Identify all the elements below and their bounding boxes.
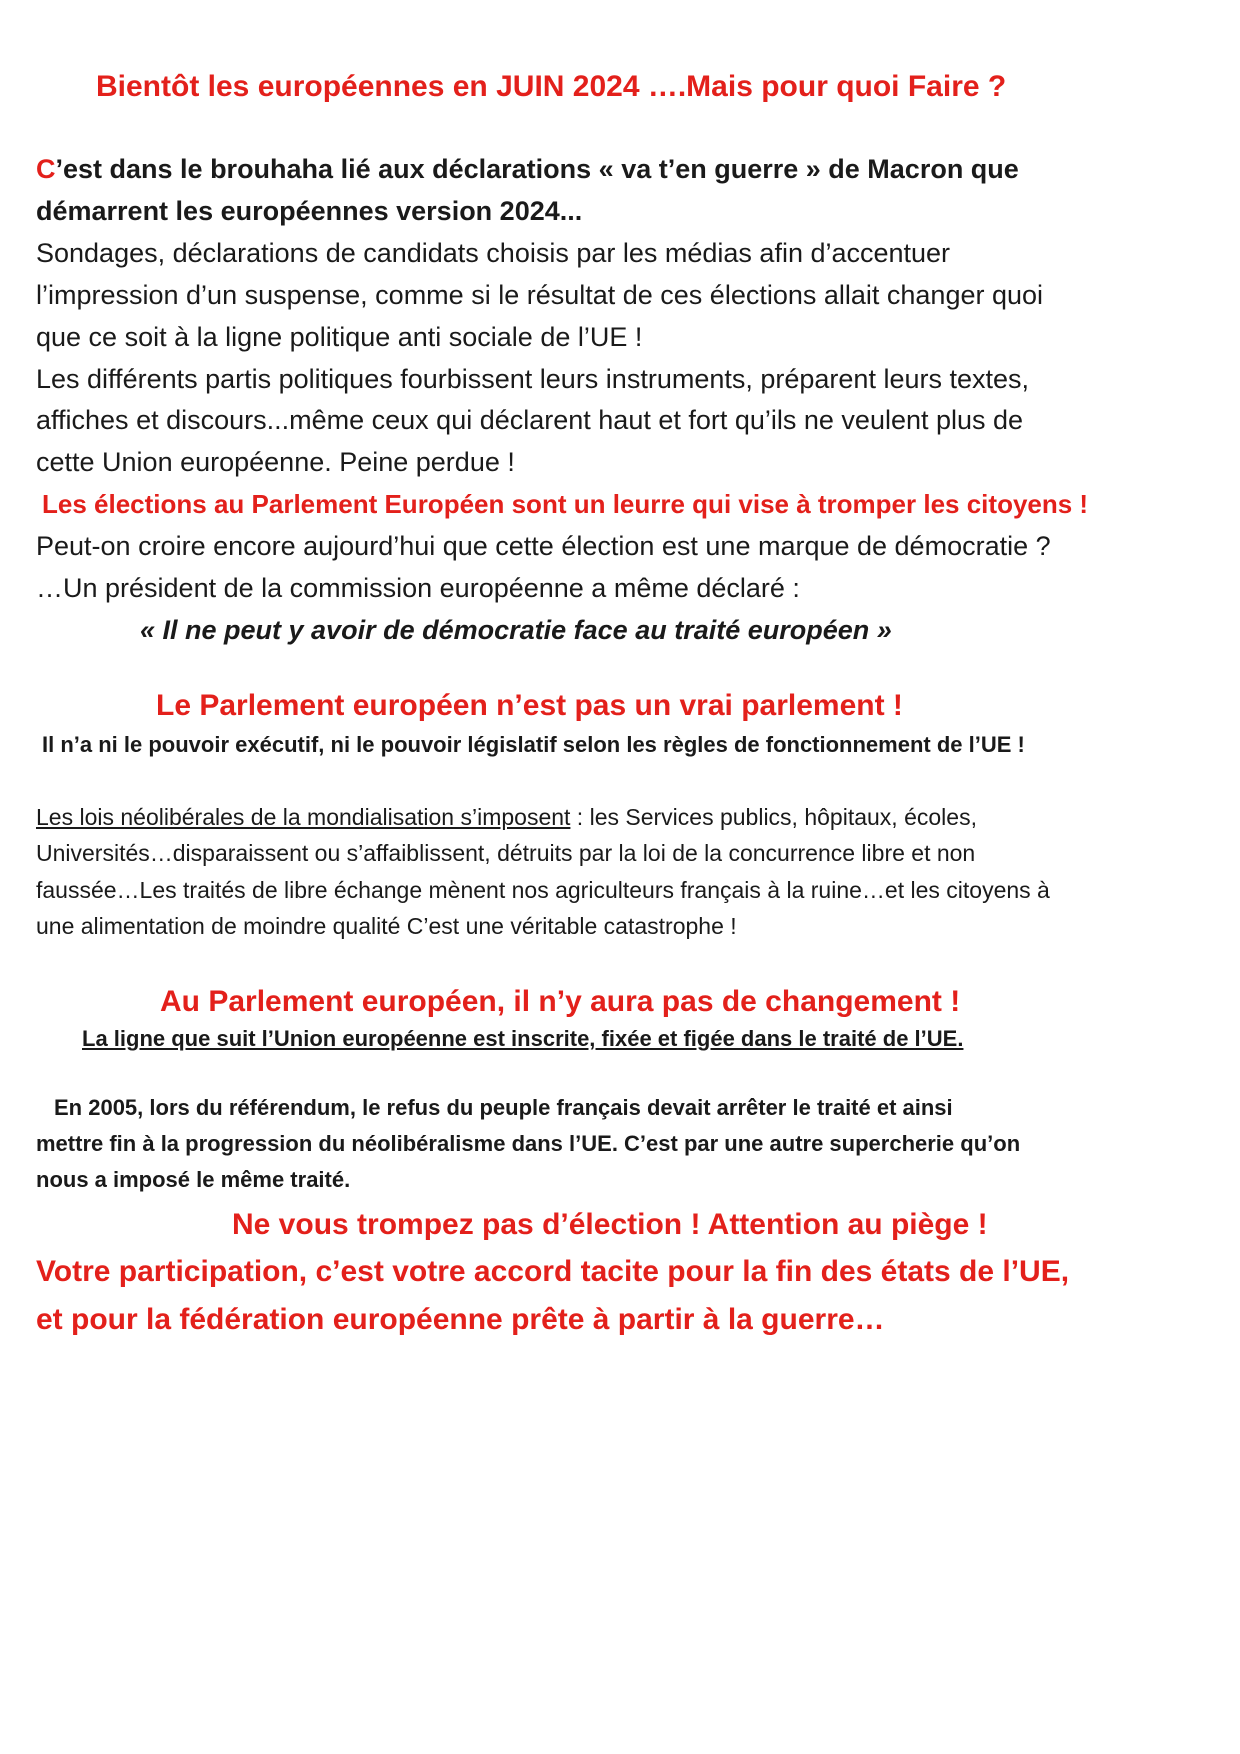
para2-line: …Un président de la commission européenne a même déclaré :: [36, 573, 800, 603]
para4-line: mettre fin à la progression du néolibéralisme dans l’UE. C’est par une autre supercherie qu’on: [36, 1131, 1021, 1156]
para3-line: Universités…disparaissent ou s’affaiblissent, détruits par la loi de la concurrence libre et non: [36, 840, 976, 866]
para3-line-1-text: : les Services publics, hôpitaux, écoles,: [570, 804, 977, 830]
quote: « Il ne peut y avoir de démocratie face au traité européen »: [140, 615, 892, 645]
closing-line: et pour la fédération européenne prête à partir à la guerre…: [36, 1303, 885, 1336]
para2-line: Peut-on croire encore aujourd’hui que cette élection est une marque de démocratie ?: [36, 531, 1051, 561]
sub-parlement: Il n’a ni le pouvoir exécutif, ni le pouvoir législatif selon les règles de fonctionnement de l’UE !: [42, 732, 1025, 757]
closing-line: Ne vous trompez pas d’élection ! Attention au piège !: [232, 1208, 988, 1241]
intro-line-2: démarrent les européennes version 2024...: [36, 196, 583, 226]
page-title: Bientôt les européennes en JUIN 2024 ….Mais pour quoi Faire ?: [96, 70, 1007, 103]
heading-changement: Au Parlement européen, il n’y aura pas de changement !: [160, 985, 961, 1018]
para3-line: une alimentation de moindre qualité C’est une véritable catastrophe !: [36, 913, 737, 939]
intro-line-1: [36, 156, 1019, 183]
para3-line-1: [36, 806, 977, 829]
sub-changement: La ligne que suit l’Union européenne est inscrite, fixée et figée dans le traité de l’UE.: [82, 1026, 964, 1051]
para1-line: cette Union européenne. Peine perdue !: [36, 447, 515, 477]
para1-line: affiches et discours...même ceux qui déclarent haut et fort qu’ils ne veulent plus de: [36, 405, 1024, 435]
intro-drop-letter: C: [36, 154, 56, 184]
para3-line: faussée…Les traités de libre échange mènent nos agriculteurs français à la ruine…et les citoyens à: [36, 877, 1050, 903]
para4-line: En 2005, lors du référendum, le refus du peuple français devait arrêter le traité et ainsi: [54, 1095, 953, 1120]
para4-line: nous a imposé le même traité.: [36, 1167, 351, 1192]
para3-underlined-lead: Les lois néolibérales de la mondialisation s’imposent: [36, 804, 571, 830]
para1-line: l’impression d’un suspense, comme si le résultat de ces élections allait changer quoi: [36, 280, 1044, 310]
heading-parlement: Le Parlement européen n’est pas un vrai parlement !: [156, 689, 903, 722]
para1-line: Les différents partis politiques fourbissent leurs instruments, préparent leurs textes,: [36, 364, 1030, 394]
para1-line: que ce soit à la ligne politique anti sociale de l’UE !: [36, 322, 643, 352]
intro-line-1-text: ’est dans le brouhaha lié aux déclarations « va t’en guerre » de Macron que: [55, 154, 1019, 184]
closing-line: Votre participation, c’est votre accord tacite pour la fin des états de l’UE,: [36, 1255, 1070, 1288]
alert-leurre: Les élections au Parlement Européen sont un leurre qui vise à tromper les citoyens !: [42, 489, 1089, 519]
para1-line: Sondages, déclarations de candidats choisis par les médias afin d’accentuer: [36, 238, 951, 268]
